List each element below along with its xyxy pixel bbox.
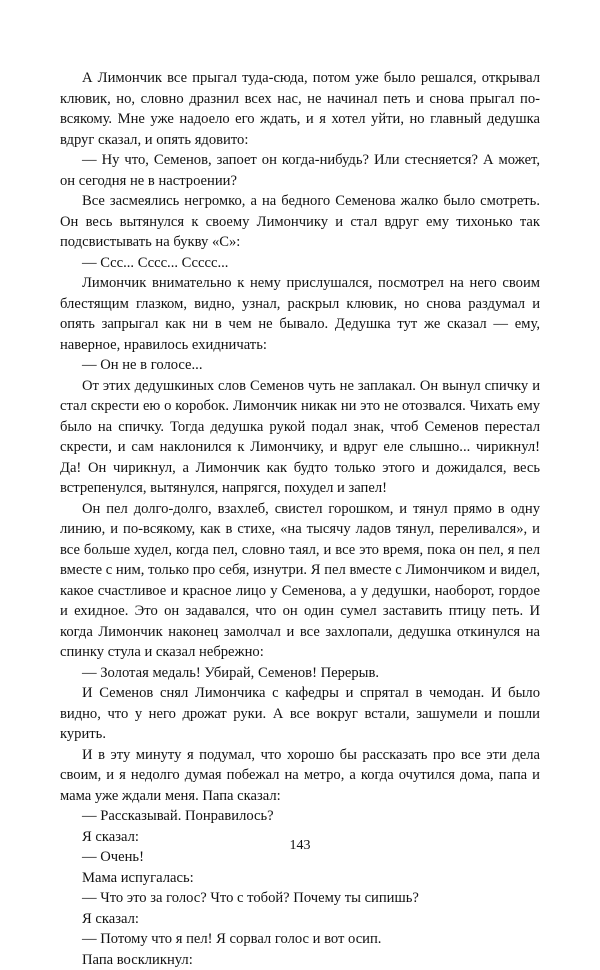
- paragraph-18: — Потому что я пел! Я сорвал голос и вот осип.: [60, 929, 540, 950]
- paragraph-17: Я сказал:: [60, 909, 540, 930]
- paragraph-3: Все засмеялись негромко, а на бедного Семенова жалко было смотреть. Он весь вытянулся к своему Лимончику и стал вдруг ему тихонько так подсвистывать на букву «С»:: [60, 191, 540, 253]
- paragraph-1: А Лимончик все прыгал туда-сюда, потом уже было решался, открывал клювик, но, словно дразнил всех нас, не начинал петь и снова прыгал по-всякому. Мне уже надоело его ждать, и я хотел уйти, но главный дедушка вдруг сказал, и опять ядовито:: [60, 68, 540, 150]
- paragraph-19: Папа воскликнул:: [60, 950, 540, 970]
- paragraph-2: — Ну что, Семенов, запоет он когда-нибудь? Или стесняется? А может, он сегодня не в настроении?: [60, 150, 540, 191]
- paragraph-4: — Ссс... Сссс... Ссссс...: [60, 253, 540, 274]
- paragraph-11: И в эту минуту я подумал, что хорошо бы рассказать про все эти дела своим, и я недолго думая побежал на метро, а когда очутился дома, папа и мама уже ждали меня. Папа сказал:: [60, 745, 540, 807]
- paragraph-8: Он пел долго-долго, взахлеб, свистел горошком, и тянул прямо в одну линию, и по-всякому, как в стихе, «на тысячу ладов тянул, переливался», и все больше худел, когда пел, словно таял, и все это время, пока он пел, я пел вместе с ним, только про себя, изнутри. Я пел вместе с Лимончиком и видел, какое счастливое и красное лицо у Семенова, а у дедушки, наоборот, гордое и ехидное. Это он задавался, что он один сумел заставить птицу петь. И когда Лимончик наконец замолчал и все захлопали, дедушка откинулся на спинку стула и сказал небрежно:: [60, 499, 540, 663]
- paragraph-13: Я сказал:: [60, 827, 540, 848]
- paragraph-7: От этих дедушкиных слов Семенов чуть не заплакал. Он вынул спичку и стал скрести ею о коробок. Лимончик никак ни это не отозвался. Чихать ему было на спичку. Тогда дедушка рукой подал знак, чтоб Семенов перестал скрести, и сам наклонился к Лимончику, и вдруг еле слышно... чирикнул! Да! Он чирикнул, а Лимончик как будто только этого и дожидался, весь встрепенулся, вытянулся, напрягся, похудел и запел!: [60, 376, 540, 499]
- page-number: 143: [0, 838, 600, 854]
- paragraph-10: И Семенов снял Лимончика с кафедры и спрятал в чемодан. И было видно, что у него дрожат руки. А все вокруг встали, зашумели и пошли курить.: [60, 683, 540, 745]
- book-page-text: [60, 68, 540, 970]
- paragraph-9: — Золотая медаль! Убирай, Семенов! Перерыв.: [60, 663, 540, 684]
- paragraph-14: — Очень!: [60, 847, 540, 868]
- paragraph-5: Лимончик внимательно к нему прислушался, посмотрел на него своим блестящим глазком, видно, узнал, раскрыл клювик, но снова раздумал и опять запрыгал как ни в чем не бывало. Дедушка тут же сказал — ему, наверное, нравилось ехидничать:: [60, 273, 540, 355]
- paragraph-16: — Что это за голос? Что с тобой? Почему ты сипишь?: [60, 888, 540, 909]
- paragraph-12: — Рассказывай. Понравилось?: [60, 806, 540, 827]
- paragraph-6: — Он не в голосе...: [60, 355, 540, 376]
- paragraph-15: Мама испугалась:: [60, 868, 540, 889]
